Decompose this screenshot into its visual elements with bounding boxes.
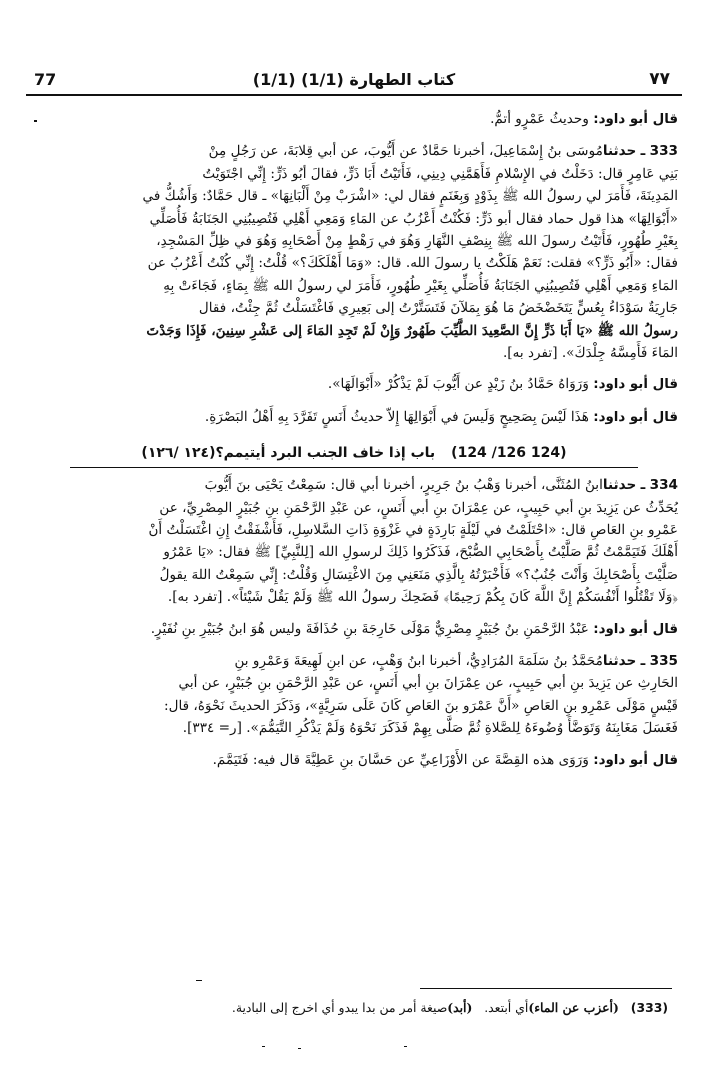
text-line: أَهْلَكَ فَتَيَمَّمْتُ ثُمَّ صَلَّيْتُ بِأَصْحَابِي الصُّبْحَ، فَذَكَرُوا ذَلِكَ لرسولِ الله [لِلنَّبِيِّ] ﷺ فقال: «يَا عَمْرُو (163, 544, 678, 561)
text-line: 335 ـ حدثنامُحَمَّدُ بنُ سَلَمَةَ المُرَادِيُّ، أخبرنا ابنُ وَهْبٍ، عن ابنِ لَهِيعَةَ وَعَمْرِو بنِ (234, 653, 678, 670)
abu-dawud-note (30, 618, 678, 641)
text-line: فَغَسَلَ مَغَابِنَهُ وَتَوَضَّأَ وُضُوءَهُ لِلصَّلاةِ ثُمَّ صَلَّى بِهِمْ فَذَكَرَ نَحْوَهُ وَلَمْ يَذْكُرِ التَّيَمُّمَ». [ر= ٣٣٤]. (182, 720, 678, 737)
abu-dawud-label: قال أبو داود: (593, 112, 678, 127)
haddathana-label: حدثنا (602, 143, 637, 160)
abu-dawud-label: قال أبو داود: (593, 752, 678, 768)
text-line: قال أبو داود: وَرَوَاهُ حَمَّادُ بنُ زَيْدٍ عن أَيُّوبَ لَمْ يَذْكُرْ «أَبْوَالَهَا». (327, 376, 678, 393)
print-speck (262, 1046, 265, 1047)
chapter-title: باب إذا خاف الجنب البرد أيتيمم؟(١٢٤ /١٢٦) (141, 445, 436, 462)
chapter-heading (30, 442, 678, 468)
abu-dawud-note (30, 373, 678, 396)
running-title: (1/1) كتاب الطهارة (1/1) (252, 70, 456, 89)
abu-dawud-note (30, 406, 678, 429)
chapter-number: (124 126/ 124) (451, 445, 567, 462)
abu-dawud-label: قال أبو داود: (593, 377, 678, 393)
page-number-latin: 77 (34, 70, 57, 89)
hadith-number: 335 (649, 653, 678, 670)
hadith-333 (30, 140, 678, 364)
abu-dawud-label: قال أبو داود: (593, 409, 678, 425)
footnote (180, 998, 668, 1018)
text-line: المَاءِ وَمَعِي أَهْلِي فَتُصِيبُنِي الجَنَابَةُ فَأُصَلِّي بِغَيْرِ طُهُورٍ، فَأَمَرَ لي رسولُ الله ﷺ بِمَاءٍ، فَجَاءَتْ بِهِ (163, 277, 678, 294)
page-body (30, 108, 678, 772)
haddathana-label: حدثنا (602, 477, 637, 494)
hadith-number: 333 (649, 143, 678, 160)
text-line: صَلَّيْتَ بِأَصْحَابِكَ وَأَنْتَ جُنُبٌ؟» فَأَخْبَرْتُهُ بِالَّذِي مَنَعَنِي مِنَ الاغْتِسَالِ وَقُلْتُ: إِنِّي سَمِعْتُ اللهَ يقولُ (159, 566, 678, 583)
print-speck (404, 1046, 407, 1047)
print-speck (298, 1048, 301, 1049)
text-line: قال أبو داود: وحديثُ عَمْرٍو أتمُّ. (490, 111, 678, 127)
hadith-number: 334 (649, 477, 678, 494)
abu-dawud-note (30, 749, 678, 772)
text-line: الحَارِثِ عن يَزِيدَ بنِ أبي حَبِيبٍ، عن عِمْرَانَ بنِ أبي أَنَسٍ، عن عَبْدِ الرَّحْمَنِ بنِ جُبَيْرٍ، عن أبي (178, 675, 678, 692)
text-line: قال أبو داود: هَذَا لَيْسَ بِصَحِيحٍ وَلَيسَ في أَبْوَالِهَا إِلاّ حديثُ أَنَسٍ تَفَرَّدَ بِهِ أَهْلُ البَصْرَةِ. (204, 408, 678, 425)
text-line: «أَبْوَالِهَا» هذا قول حماد فقال أبو ذَرٍّ: فَكُنْتُ أَعْزُبُ عن المَاءِ وَمَعِي أَهْلِي فَتُصِيبُنِي الجَنَابَةُ فَأُصَلِّي (149, 210, 678, 227)
hadith-335 (30, 650, 678, 740)
text-line: عَمْرِو بنِ العَاصِ قال: «احْتَلَمْتُ في لَيْلَةٍ بَارِدَةٍ في غَزْوَةِ ذَاتِ السَّلاسِلِ، فَأَشْفَقْتُ إِنِ اغْتَسَلْتُ أَنْ (148, 522, 678, 538)
hadith-334 (30, 474, 678, 608)
text-line: 333 ـ حدثنامُوسَى بنُ إِسْمَاعِيلَ، أخبرنا حَمَّادٌ عن أَيُّوبَ، عن أبي قِلابَةَ، عن رَجُلٍ مِنْ (208, 143, 678, 160)
text-line: 334 ـ حدثناابنُ المُثَنَّى، أخبرنا وَهْبُ بنُ جَرِيرٍ، أخبرنا أبي قال: سَمِعْتُ يَحْيَى بنَ أَيُّوبَ (204, 477, 678, 494)
text-line: قال أبو داود: وَرَوَى هذه القِصَّةَ عن الأَوْزَاعِيِّ عن حَسَّانَ بنِ عَطِيَّةَ قال فيه: فَتَيَمَّمَ. (212, 751, 678, 768)
print-speck (196, 980, 202, 981)
abu-dawud-note (30, 108, 678, 131)
print-speck (34, 120, 37, 122)
abu-dawud-label: قال أبو داود: (593, 621, 678, 637)
text-line: المَدِينَةَ، فَأَمَرَ لي رسولُ الله ﷺ بِذَوْدٍ وَبِغَنَمٍ فقال لي: «اشْرَبْ مِنْ أَلْبَانِهَا» ـ قال حَمَّادٌ: وَأَشُكُّ في (142, 188, 678, 205)
page-header (26, 66, 682, 96)
text-line: رسولُ الله ﷺ «يَا أَبَا ذَرٍّ إِنَّ الصَّعِيدَ الطَّيِّبَ طَهُورٌ وَإِنْ لَمْ تَجِدِ المَاءَ إلى عَشْرِ سِنِينَ، فَإِذَا وَجَدْتَ (146, 322, 678, 339)
chapter-rule (70, 467, 638, 469)
text-line: المَاءَ فَأَمِسَّهُ جِلْدَكَ». [تفرد به]. (502, 345, 678, 362)
footnote-number: (333) (630, 1000, 668, 1015)
haddathana-label: حدثنا (602, 653, 637, 670)
header-rule (26, 94, 682, 96)
text-line: قال أبو داود: عَبْدُ الرَّحْمَنِ بنُ جُبَيْرٍ مِصْرِيٌّ مَوْلَى خَارِجَةَ بنِ حُذَافَةَ وليس هُوَ ابنُ جُبَيْرِ بنِ نُفَيْرٍ. (150, 620, 678, 637)
text-line: قَيْسٍ مَوْلَى عَمْرِو بنِ العَاصِ «أَنَّ عَمْرَو بنَ العَاصِ كَانَ عَلَى سَرِيَّةٍ»، وَذَكَرَ الحديثَ نَحْوَهُ، قال: (164, 697, 678, 714)
text-line: فقال: «أَبُو ذَرٍّ؟» فقلت: نَعَمْ هَلَكْتُ يا رسولَ الله. قال: «وَمَا أَهْلَكَكَ؟» قُلْتُ: إِنِّي كُنْتُ أَعْزُبُ عن (147, 255, 678, 272)
footnote-gloss: أي أبتعد. (484, 1000, 529, 1015)
footnote-gloss: صيغة أمر من بدا يبدو أي اخرج إلى البادية. (231, 1000, 448, 1015)
text-line: بِغَيْرِ طُهُورٍ، فَأَتَيْتُ رسولَ الله ﷺ بِنِصْفِ النَّهَارِ وَهُوَ في رَهْطٍ مِنْ أَصْحَابِهِ وَهُوَ في ظِلِّ المَسْجِدِ، (156, 233, 678, 250)
footnote-term: (أعزب عن الماء) (528, 1000, 619, 1015)
text-line: يُحَدِّثُ عن يَزِيدَ بنِ أبي حَبِيبٍ، عن عِمْرَانَ بنِ أبي أَنَسٍ، عن عَبْدِ الرَّحْمَنِ بنِ جُبَيْرٍ المِصْرِيِّ، عن (159, 499, 678, 516)
footnote-separator (420, 988, 672, 989)
page-number-arabic: ٧٧ (649, 69, 670, 89)
text-line: ﴿وَلَا تَقْتُلُوا أَنْفُسَكُمْ إِنَّ اللَّهَ كَانَ بِكُمْ رَحِيمًا﴾ فَضَحِكَ رسولُ الله ﷺ وَلَمْ يَقُلْ شَيْئاً». [تفرد به]. (167, 589, 678, 606)
text-line: جَارِيَةٌ سَوْدَاءُ بِعُسٍّ يَتَخَضْخَضُ مَا هُوَ بِمَلآنَ فَتَسَتَّرْتُ إلى بَعِيرِي فَاغْتَسَلْتُ ثُمَّ جِئْتُ، فقال (198, 300, 678, 317)
footnote-term: (أبد) (447, 1000, 473, 1015)
text-line: بَنِي عَامِرٍ قال: دَخَلْتُ في الإِسْلامِ فَأَهَمَّنِي دِينِي، فَأَتَيْتُ أَبَا ذَرٍّ، فقالَ أبُو ذَرٍّ: إِنِّي اجْتَوَيْتُ (202, 165, 678, 182)
